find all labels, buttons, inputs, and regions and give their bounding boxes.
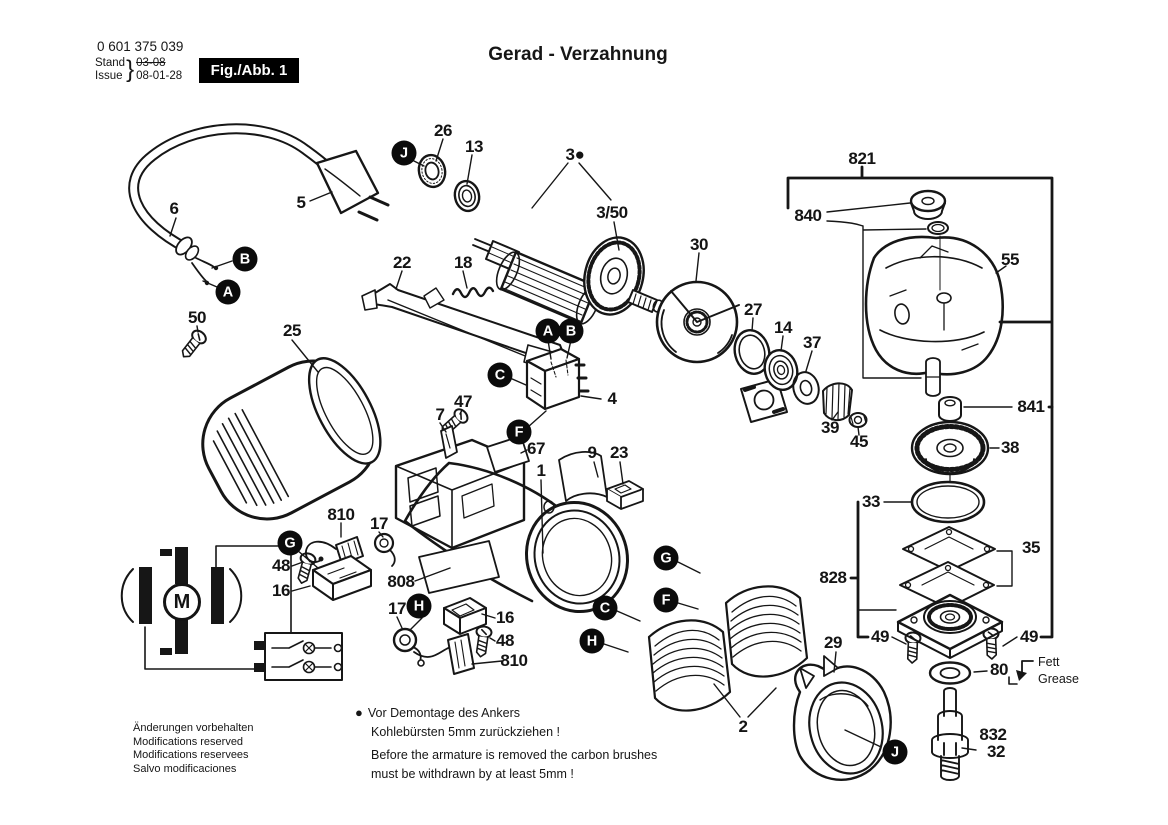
bullet-icon: ●	[355, 705, 363, 720]
nut-45	[850, 413, 867, 427]
screw-49-left	[905, 632, 921, 663]
page-title: Gerad - Verzahnung	[488, 44, 668, 65]
part-label-49: 49	[1019, 627, 1039, 646]
service-note	[355, 703, 657, 784]
grease-arrow-icon	[1009, 661, 1033, 684]
part-label-49: 49	[870, 627, 890, 646]
part-label-5: 5	[296, 193, 306, 212]
grease-label-en: Grease	[1038, 672, 1079, 686]
part-label-29: 29	[823, 633, 843, 652]
callout-badge-F: F	[654, 588, 679, 613]
part-label-23: 23	[609, 443, 629, 462]
part-label-80: 80	[989, 660, 1009, 679]
part-label-832: 832	[979, 725, 1007, 744]
legal-line: Modifications reserved	[133, 735, 244, 748]
part-label-32: 32	[986, 742, 1006, 761]
part-label-50: 50	[187, 308, 207, 327]
callout-badge-F: F	[507, 420, 532, 445]
part-label-30: 30	[689, 235, 709, 254]
bushing-841	[939, 397, 961, 421]
screw-48-lower	[473, 626, 492, 658]
part-label-38: 38	[1000, 438, 1020, 457]
plug-drawing	[317, 151, 388, 220]
part-label-48: 48	[271, 556, 291, 575]
switch-4-drawing	[527, 349, 588, 409]
part-label-18: 18	[453, 253, 473, 272]
issue-label: Issue	[95, 70, 123, 82]
callout-badge-C: C	[593, 596, 618, 621]
callout-badge-J: J	[883, 740, 908, 765]
brush-upper-group	[306, 534, 395, 600]
part-label-350: 3/50	[596, 203, 628, 222]
part-label-17: 17	[369, 514, 389, 533]
part-label-16: 16	[271, 581, 291, 600]
part-label-33: 33	[861, 492, 881, 511]
part-label-48: 48	[495, 631, 515, 650]
legal-notice	[133, 722, 253, 776]
part-label-25: 25	[282, 321, 302, 340]
pinion-39	[823, 383, 852, 420]
sticker-9	[559, 452, 607, 501]
callout-badge-B: B	[559, 319, 584, 344]
part-label-47: 47	[453, 392, 473, 411]
part-label-16: 16	[495, 608, 515, 627]
part-label-45: 45	[849, 432, 869, 451]
part-label-14: 14	[773, 318, 793, 337]
callout-badge-G: G	[278, 531, 303, 556]
part-label-841: 841	[1017, 397, 1045, 416]
part-label-840: 840	[794, 206, 822, 225]
note-en-line2: must be withdrawn by at least 5mm !	[371, 767, 574, 781]
grease-label-de: Fett	[1038, 655, 1060, 669]
part-label-39: 39	[820, 418, 840, 437]
part-label-22: 22	[392, 253, 412, 272]
guard-29	[794, 656, 892, 781]
callout-badge-C: C	[488, 363, 513, 388]
part-label-6: 6	[169, 199, 179, 218]
document-number: 0 601 375 039	[97, 39, 184, 54]
superseded-issue-date: 03-08	[136, 57, 166, 69]
callout-badge-A: A	[536, 319, 561, 344]
part-label-810: 810	[500, 651, 528, 670]
part-label-17: 17	[387, 599, 407, 618]
note-de-line1: Vor Demontage des Ankers	[367, 706, 521, 720]
callout-badge-B: B	[233, 247, 258, 272]
part-label-2: 2	[738, 717, 748, 736]
crown-gear-38	[912, 422, 988, 482]
callout-badge-G: G	[654, 546, 679, 571]
bearing-26	[416, 153, 448, 190]
callout-badge-H: H	[580, 629, 605, 654]
part-label-1: 1	[536, 461, 546, 480]
slider-23	[607, 481, 643, 509]
gear-housing-drawing	[866, 237, 1003, 396]
brace-glyph: }	[126, 56, 135, 83]
part-label-26: 26	[433, 121, 453, 140]
part-label-808: 808	[387, 572, 415, 591]
washer-80	[930, 663, 970, 684]
part-label-13: 13	[464, 137, 484, 156]
part-label-67: 67	[526, 439, 546, 458]
legal-line: Modifications reservees	[133, 749, 249, 761]
end-cap-25-drawing	[184, 341, 398, 537]
part-label-828: 828	[819, 568, 847, 587]
part-label-37: 37	[802, 333, 822, 352]
o-ring-33	[912, 482, 984, 522]
legal-line: Salvo modificaciones	[133, 762, 237, 775]
part-label-3: 3●	[565, 145, 585, 164]
callout-badge-J: J	[392, 141, 417, 166]
part-label-821: 821	[848, 149, 876, 168]
stand-label: Stand	[95, 57, 126, 69]
armature-drawing	[473, 231, 664, 327]
note-de-line2: Kohlebürsten 5mm zurückziehen !	[371, 725, 560, 739]
part-label-4: 4	[607, 389, 617, 408]
part-label-55: 55	[1000, 250, 1020, 269]
issue-date: 08-01-28	[136, 70, 183, 82]
part-label-9: 9	[587, 443, 597, 462]
figure-badge: Fig./Abb. 1	[199, 58, 299, 83]
part-label-27: 27	[743, 300, 763, 319]
screw-50	[178, 328, 209, 361]
part-label-7: 7	[435, 405, 445, 424]
callout-badge-A: A	[216, 280, 241, 305]
legal-line: Änderungen vorbehalten	[133, 722, 254, 734]
spring-18-drawing	[453, 288, 493, 297]
spindle-32	[932, 688, 968, 780]
baffle-plate-30	[657, 282, 739, 362]
sticker-808	[419, 541, 499, 593]
callout-badge-M: M	[163, 583, 201, 621]
part-label-810: 810	[327, 505, 355, 524]
note-en-line1: Before the armature is removed the carbon brushes	[371, 748, 658, 762]
callout-badge-H: H	[407, 594, 432, 619]
revision-block	[95, 57, 182, 83]
part-label-35: 35	[1021, 538, 1041, 557]
